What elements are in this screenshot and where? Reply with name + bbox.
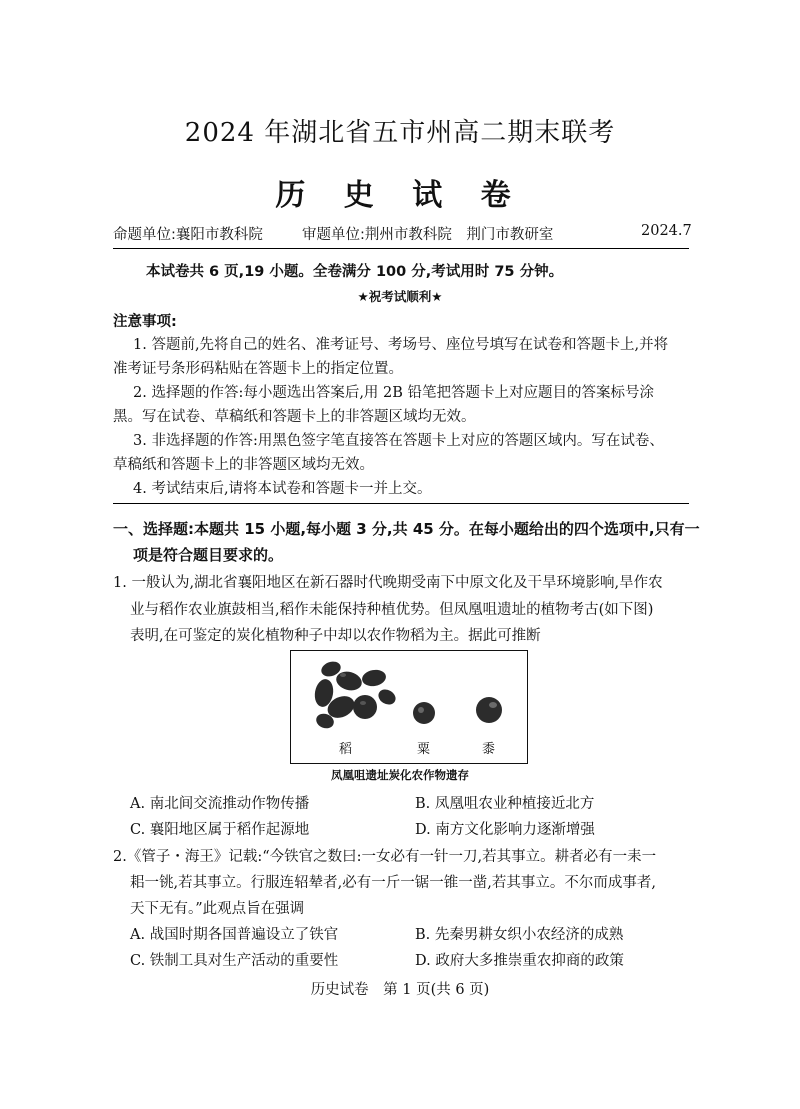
q1-option-d: D. 南方文化影响力逐渐增强	[415, 822, 595, 838]
note-1-line-2: 准考证号条形码粘贴在答题卡上的指定位置。	[113, 361, 403, 377]
note-2-line-1: 2. 选择题的作答:每小题选出答案后,用 2B 铅笔把答题卡上对应题目的答案标号涂	[133, 385, 655, 401]
good-luck-note: ★祝考试顺利★	[357, 289, 443, 304]
page-footer: 历史试卷 第 1 页(共 6 页)	[310, 982, 490, 998]
note-3-line-1: 3. 非选择题的作答:用黑色签字笔直接答在答题卡上对应的答题区域内。写在试卷、	[133, 433, 664, 449]
exam-summary: 本试卷共 6 页,19 小题。全卷满分 100 分,考试用时 75 分钟。	[146, 264, 564, 280]
exam-title: 2024 年湖北省五市州高二期末联考	[184, 118, 616, 148]
millet-grain	[413, 702, 435, 724]
label-millet: 粟	[417, 742, 431, 757]
label-broomcorn: 黍	[482, 742, 496, 757]
q1-stem-line-3: 表明,在可鉴定的炭化植物种子中却以农作物稻为主。据此可推断	[130, 628, 541, 644]
note-4-line-1: 4. 考试结束后,请将本试卷和答题卡一并上交。	[133, 481, 432, 497]
subject-title: 历 史 试 卷	[275, 178, 525, 213]
q1-stem-line-1: 1. 一般认为,湖北省襄阳地区在新石器时代晚期受南下中原文化及干旱环境影响,旱作农	[113, 575, 663, 591]
carbonized-seeds-image	[291, 651, 527, 736]
q1-option-a: A. 南北间交流推动作物传播	[130, 796, 310, 812]
header-divider	[113, 248, 689, 249]
q2-stem-line-1: 2.《管子・海王》记载:“今铁官之数曰:一女必有一针一刀,若其事立。耕者必有一耒一	[113, 849, 657, 865]
q2-stem-line-3: 天下无有。”此观点旨在强调	[130, 901, 305, 917]
reviewer-unit: 审题单位:荆州市教科院 荆门市教研室	[302, 227, 554, 243]
q1-option-c: C. 襄阳地区属于稻作起源地	[130, 822, 310, 838]
q1-stem-line-2: 业与稻作农业旗鼓相当,稻作未能保持种植优势。但凤凰咀遗址的植物考古(如下图)	[130, 602, 654, 618]
q2-option-a: A. 战国时期各国普遍设立了铁官	[130, 927, 339, 943]
q1-option-b: B. 凤凰咀农业种植接近北方	[415, 796, 595, 812]
setter-unit: 命题单位:襄阳市教科院	[113, 227, 263, 243]
notes-heading: 注意事项:	[113, 314, 177, 330]
section-heading-line-2: 项是符合题目要求的。	[133, 546, 284, 564]
section-heading-line-1: 一、选择题:本题共 15 小题,每小题 3 分,共 45 分。在每小题给出的四个选项中,只有一	[113, 520, 700, 538]
crop-remains-figure	[290, 650, 528, 764]
note-1-line-1: 1. 答题前,先将自己的姓名、准考证号、考场号、座位号填写在试卷和答题卡上,并将	[133, 337, 669, 353]
exam-date: 2024.7	[641, 223, 692, 239]
q2-option-d: D. 政府大多推崇重农抑商的政策	[415, 953, 624, 969]
q2-option-c: C. 铁制工具对生产活动的重要性	[130, 953, 339, 969]
q2-option-b: B. 先秦男耕女织小农经济的成熟	[415, 927, 624, 943]
note-3-line-2: 草稿纸和答题卡上的非答题区域均无效。	[113, 457, 374, 473]
note-2-line-2: 黑。写在试卷、草稿纸和答题卡上的非答题区域均无效。	[113, 409, 476, 425]
rice-grains	[313, 659, 399, 731]
figure-caption: 凤凰咀遗址炭化农作物遗存	[331, 768, 469, 782]
broomcorn-millet-grain	[476, 697, 502, 723]
notes-divider	[113, 503, 689, 504]
label-rice: 稻	[339, 742, 353, 757]
q2-stem-line-2: 耜一铫,若其事立。行服连轺辇者,必有一斤一锯一锥一凿,若其事立。不尔而成事者,	[130, 875, 656, 891]
